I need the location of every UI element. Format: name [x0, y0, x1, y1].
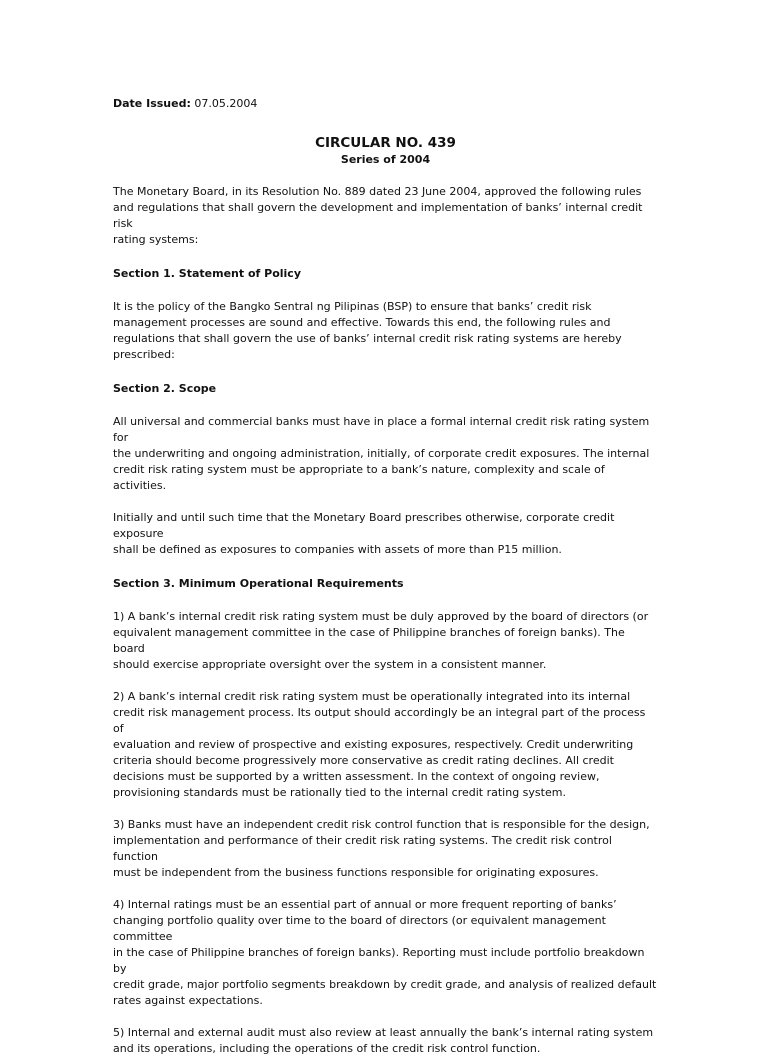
requirement-item-4	[113, 897, 658, 1009]
section-2-paragraph-2	[113, 510, 658, 558]
requirement-line: 2) A bank’s internal credit risk rating system must be operationally integrated into its internal	[113, 690, 631, 703]
requirement-line: rates against expectations.	[113, 994, 263, 1007]
requirement-line: implementation and performance of their credit risk rating systems. The credit risk control function	[113, 834, 612, 863]
requirement-item-2	[113, 689, 658, 801]
section-2-line: the underwriting and ongoing administration, initially, of corporate credit exposures. The internal	[113, 447, 650, 460]
requirement-line: credit risk management process. Its output should accordingly be an integral part of the process of	[113, 706, 646, 735]
requirement-line: provisioning standards must be rationally tied to the internal credit rating system.	[113, 786, 566, 799]
section-1-line: management processes are sound and effective. Towards this end, the following rules and	[113, 316, 611, 329]
requirement-line: should exercise appropriate oversight over the system in a consistent manner.	[113, 658, 547, 671]
document-page	[113, 96, 658, 1057]
section-1-line: It is the policy of the Bangko Sentral ng Pilipinas (BSP) to ensure that banks’ credit risk	[113, 300, 592, 313]
section-2-paragraph-1	[113, 414, 658, 494]
intro-paragraph	[113, 184, 658, 248]
section-1-line: regulations that shall govern the use of banks’ internal credit risk rating systems are hereby	[113, 332, 622, 345]
section-2-line: shall be defined as exposures to companies with assets of more than P15 million.	[113, 543, 562, 556]
requirement-line: in the case of Philippine branches of foreign banks). Reporting must include portfolio breakdown by	[113, 946, 645, 975]
requirement-line: 3) Banks must have an independent credit risk control function that is responsible for the design,	[113, 818, 650, 831]
requirement-line: and its operations, including the operations of the credit risk control function.	[113, 1042, 541, 1055]
date-issued	[113, 96, 658, 112]
intro-line: The Monetary Board, in its Resolution No. 889 dated 23 June 2004, approved the following rules	[113, 185, 642, 198]
section-3-heading: Section 3. Minimum Operational Requirements	[113, 577, 404, 590]
date-issued-value: 07.05.2004	[194, 97, 258, 110]
circular-series: Series of 2004	[340, 153, 431, 166]
date-issued-label: Date Issued:	[113, 97, 191, 110]
intro-line: and regulations that shall govern the development and implementation of banks’ internal credit risk	[113, 201, 643, 230]
requirement-line: credit grade, major portfolio segments breakdown by credit grade, and analysis of realized default	[113, 978, 657, 991]
requirement-line: decisions must be supported by a written assessment. In the context of ongoing review,	[113, 770, 600, 783]
requirement-line: must be independent from the business functions responsible for originating exposures.	[113, 866, 599, 879]
section-1-line: prescribed:	[113, 348, 175, 361]
requirement-item-1	[113, 609, 658, 673]
requirement-item-3	[113, 817, 658, 881]
requirement-line: criteria should become progressively more conservative as credit rating declines. All credit	[113, 754, 614, 767]
requirement-line: 1) A bank’s internal credit risk rating system must be duly approved by the board of directors (or	[113, 610, 649, 623]
intro-line: rating systems:	[113, 233, 199, 246]
section-1-paragraph	[113, 299, 658, 363]
section-1-heading: Section 1. Statement of Policy	[113, 267, 301, 280]
requirement-item-5	[113, 1025, 658, 1057]
requirement-line: 5) Internal and external audit must also review at least annually the bank’s internal rating system	[113, 1026, 654, 1039]
requirement-line: changing portfolio quality over time to the board of directors (or equivalent management committee	[113, 914, 606, 943]
requirement-line: equivalent management committee in the case of Philippine branches of foreign banks). The board	[113, 626, 625, 655]
section-2-line: Initially and until such time that the Monetary Board prescribes otherwise, corporate credit exposure	[113, 511, 615, 540]
requirement-line: evaluation and review of prospective and existing exposures, respectively. Credit underwriting	[113, 738, 634, 751]
section-2-heading: Section 2. Scope	[113, 382, 217, 395]
circular-title: CIRCULAR NO. 439	[315, 135, 456, 151]
section-2-line: credit risk rating system must be appropriate to a bank’s nature, complexity and scale of activities.	[113, 463, 605, 492]
section-2-line: All universal and commercial banks must have in place a formal internal credit risk rating system for	[113, 415, 650, 444]
requirement-line: 4) Internal ratings must be an essential part of annual or more frequent reporting of banks’	[113, 898, 617, 911]
